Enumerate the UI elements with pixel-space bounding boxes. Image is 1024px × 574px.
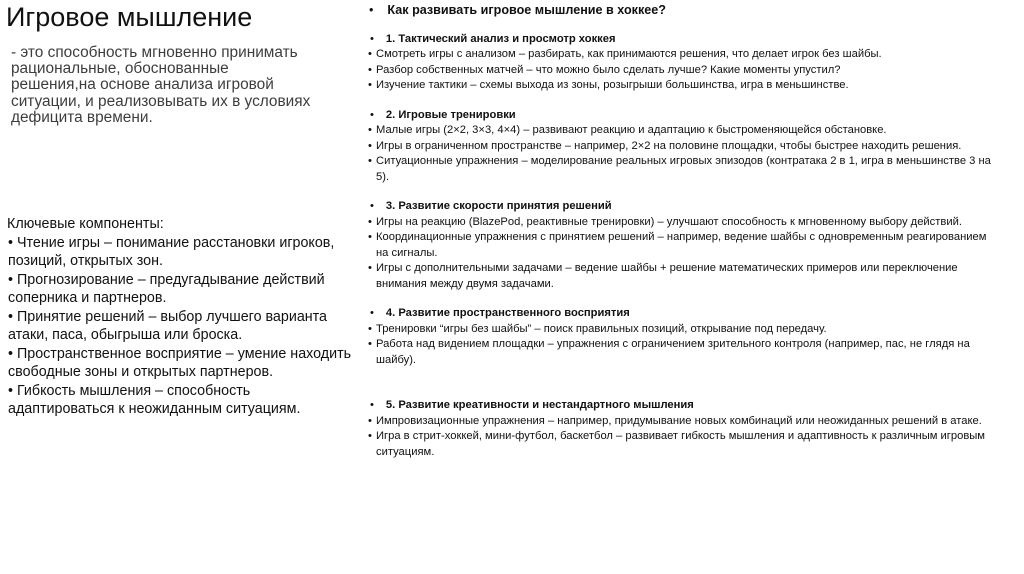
bullet-icon: •: [368, 124, 372, 136]
list-item-text: Игры с дополнительными задачами – ведение шайбы + решение математических примеров или переключение внимания между двумя задачами.: [376, 262, 958, 290]
question-text: Как развивать игровое мышление в хоккее?: [387, 3, 666, 17]
key-components: [7, 215, 352, 419]
section-title: [360, 306, 1000, 322]
section-title: [360, 108, 1000, 124]
list-item: [362, 337, 1000, 368]
bullet-icon: •: [368, 155, 372, 167]
section-title-text: 1. Тактический анализ и просмотр хоккея: [385, 32, 616, 45]
list-item: [362, 47, 1000, 63]
section-title-text: 5. Развитие креативности и нестандартного мышления: [385, 399, 694, 411]
list-item-text: Смотреть игры с анализом – разбирать, как принимаются решения, что делает игрок без шайбы.: [376, 48, 882, 60]
list-item-text: Игра в стрит-хоккей, мини-футбол, баскетбол – развивает гибкость мышления и адаптивность к различным игровым ситуациям.: [376, 430, 985, 458]
development-methods: [360, 3, 1000, 474]
list-item-text: Игры в ограниченном пространстве – например, 2×2 на половине площадки, чтобы быстрее находить решения.: [376, 139, 962, 152]
section-title: [360, 199, 1000, 215]
list-item: [362, 63, 1000, 79]
bullet-icon: •: [368, 63, 372, 76]
bullet-icon: •: [369, 3, 374, 17]
bullet-icon: •: [368, 48, 372, 60]
definition-text: - это способность мгновенно принимать рациональные, обоснованные решения,на основе анализа игровой ситуации, и реализовывать их в условиях дефицита времени.: [11, 44, 311, 126]
bullet-icon: •: [368, 139, 372, 152]
bullet-icon: •: [368, 262, 372, 274]
list-item: [362, 261, 1000, 292]
list-item: [362, 215, 1000, 231]
list-item: [362, 230, 1000, 261]
list-item-text: Изучение тактики – схемы выхода из зоны, розыгрыши большинства, игра в меньшинстве.: [376, 79, 849, 91]
section-creativity: [360, 398, 1000, 460]
list-item-text: Разбор собственных матчей – что можно было сделать лучше? Какие моменты упустил?: [376, 63, 841, 76]
list-item-text: Координационные упражнения с принятием решений – например, ведение шайбы с одновременным реагированием на сигналы.: [376, 231, 987, 259]
section-title: [360, 32, 1000, 48]
list-item: [362, 123, 1000, 139]
section-title-text: 4. Развитие пространственного восприятия: [385, 307, 630, 319]
bullet-icon: •: [368, 215, 372, 228]
component-item: • Принятие решений – выбор лучшего варианта атаки, паса, обыгрыша или броска.: [8, 308, 327, 343]
section-decision-speed: [360, 199, 1000, 292]
bullet-icon: •: [370, 32, 374, 45]
list-item-text: Работа над видением площадки – упражнения с ограничением зрительного контроля (например, пас, не глядя на шайбу).: [376, 338, 970, 366]
list-item: [362, 414, 1000, 430]
bullet-icon: •: [368, 338, 372, 350]
bullet-icon: •: [370, 399, 374, 411]
bullet-icon: •: [368, 322, 372, 335]
list-item-text: Игры на реакцию (BlazePod, реактивные тренировки) – улучшают способность к мгновенному выбору действий.: [376, 215, 962, 228]
bullet-icon: •: [368, 231, 372, 243]
section-title-text: 3. Развитие скорости принятия решений: [385, 200, 612, 212]
methods-question: [369, 3, 1000, 19]
components-header: Ключевые компоненты:: [7, 216, 164, 232]
bullet-icon: •: [370, 200, 374, 212]
bullet-icon: •: [368, 414, 372, 427]
bullet-icon: •: [370, 108, 374, 121]
bullet-icon: •: [370, 307, 374, 319]
section-spatial-perception: [360, 306, 1000, 368]
section-game-training: [360, 108, 1000, 186]
list-item-text: Малые игры (2×2, 3×3, 4×4) – развивают реакцию и адаптацию к быстроменяющейся обстановке.: [376, 124, 887, 136]
component-item: • Чтение игры – понимание расстановки игроков, позиций, открытых зон.: [8, 234, 335, 269]
list-item-text: Ситуационные упражнения – моделирование реальных игровых эпизодов (контратака 2 в 1, игра в меньшинстве 3 на 5).: [376, 155, 991, 183]
list-item: [362, 322, 1000, 338]
component-item: • Гибкость мышления – способность адаптироваться к неожиданным ситуациям.: [8, 382, 301, 417]
list-item-text: Импровизационные упражнения – например, придумывание новых комбинаций или неожиданных решений в атаке.: [376, 414, 982, 427]
list-item: [362, 429, 1000, 460]
list-item: [362, 154, 1000, 185]
spacer: [360, 382, 1000, 398]
bullet-icon: •: [368, 79, 372, 91]
component-item: • Прогнозирование – предугадывание действий соперника и партнеров.: [8, 271, 325, 306]
slide-title: Игровое мышление: [6, 2, 253, 32]
bullet-icon: •: [368, 430, 372, 442]
section-tactical-analysis: [360, 32, 1000, 94]
section-title: [360, 398, 1000, 414]
section-title-text: 2. Игровые тренировки: [385, 108, 516, 121]
list-item: [362, 78, 1000, 94]
list-item-text: Тренировки “игры без шайбы” – поиск правильных позиций, открывание под передачу.: [376, 322, 827, 335]
list-item: [362, 139, 1000, 155]
component-item: • Пространственное восприятие – умение находить свободные зоны и открытых партнеров.: [8, 345, 352, 380]
